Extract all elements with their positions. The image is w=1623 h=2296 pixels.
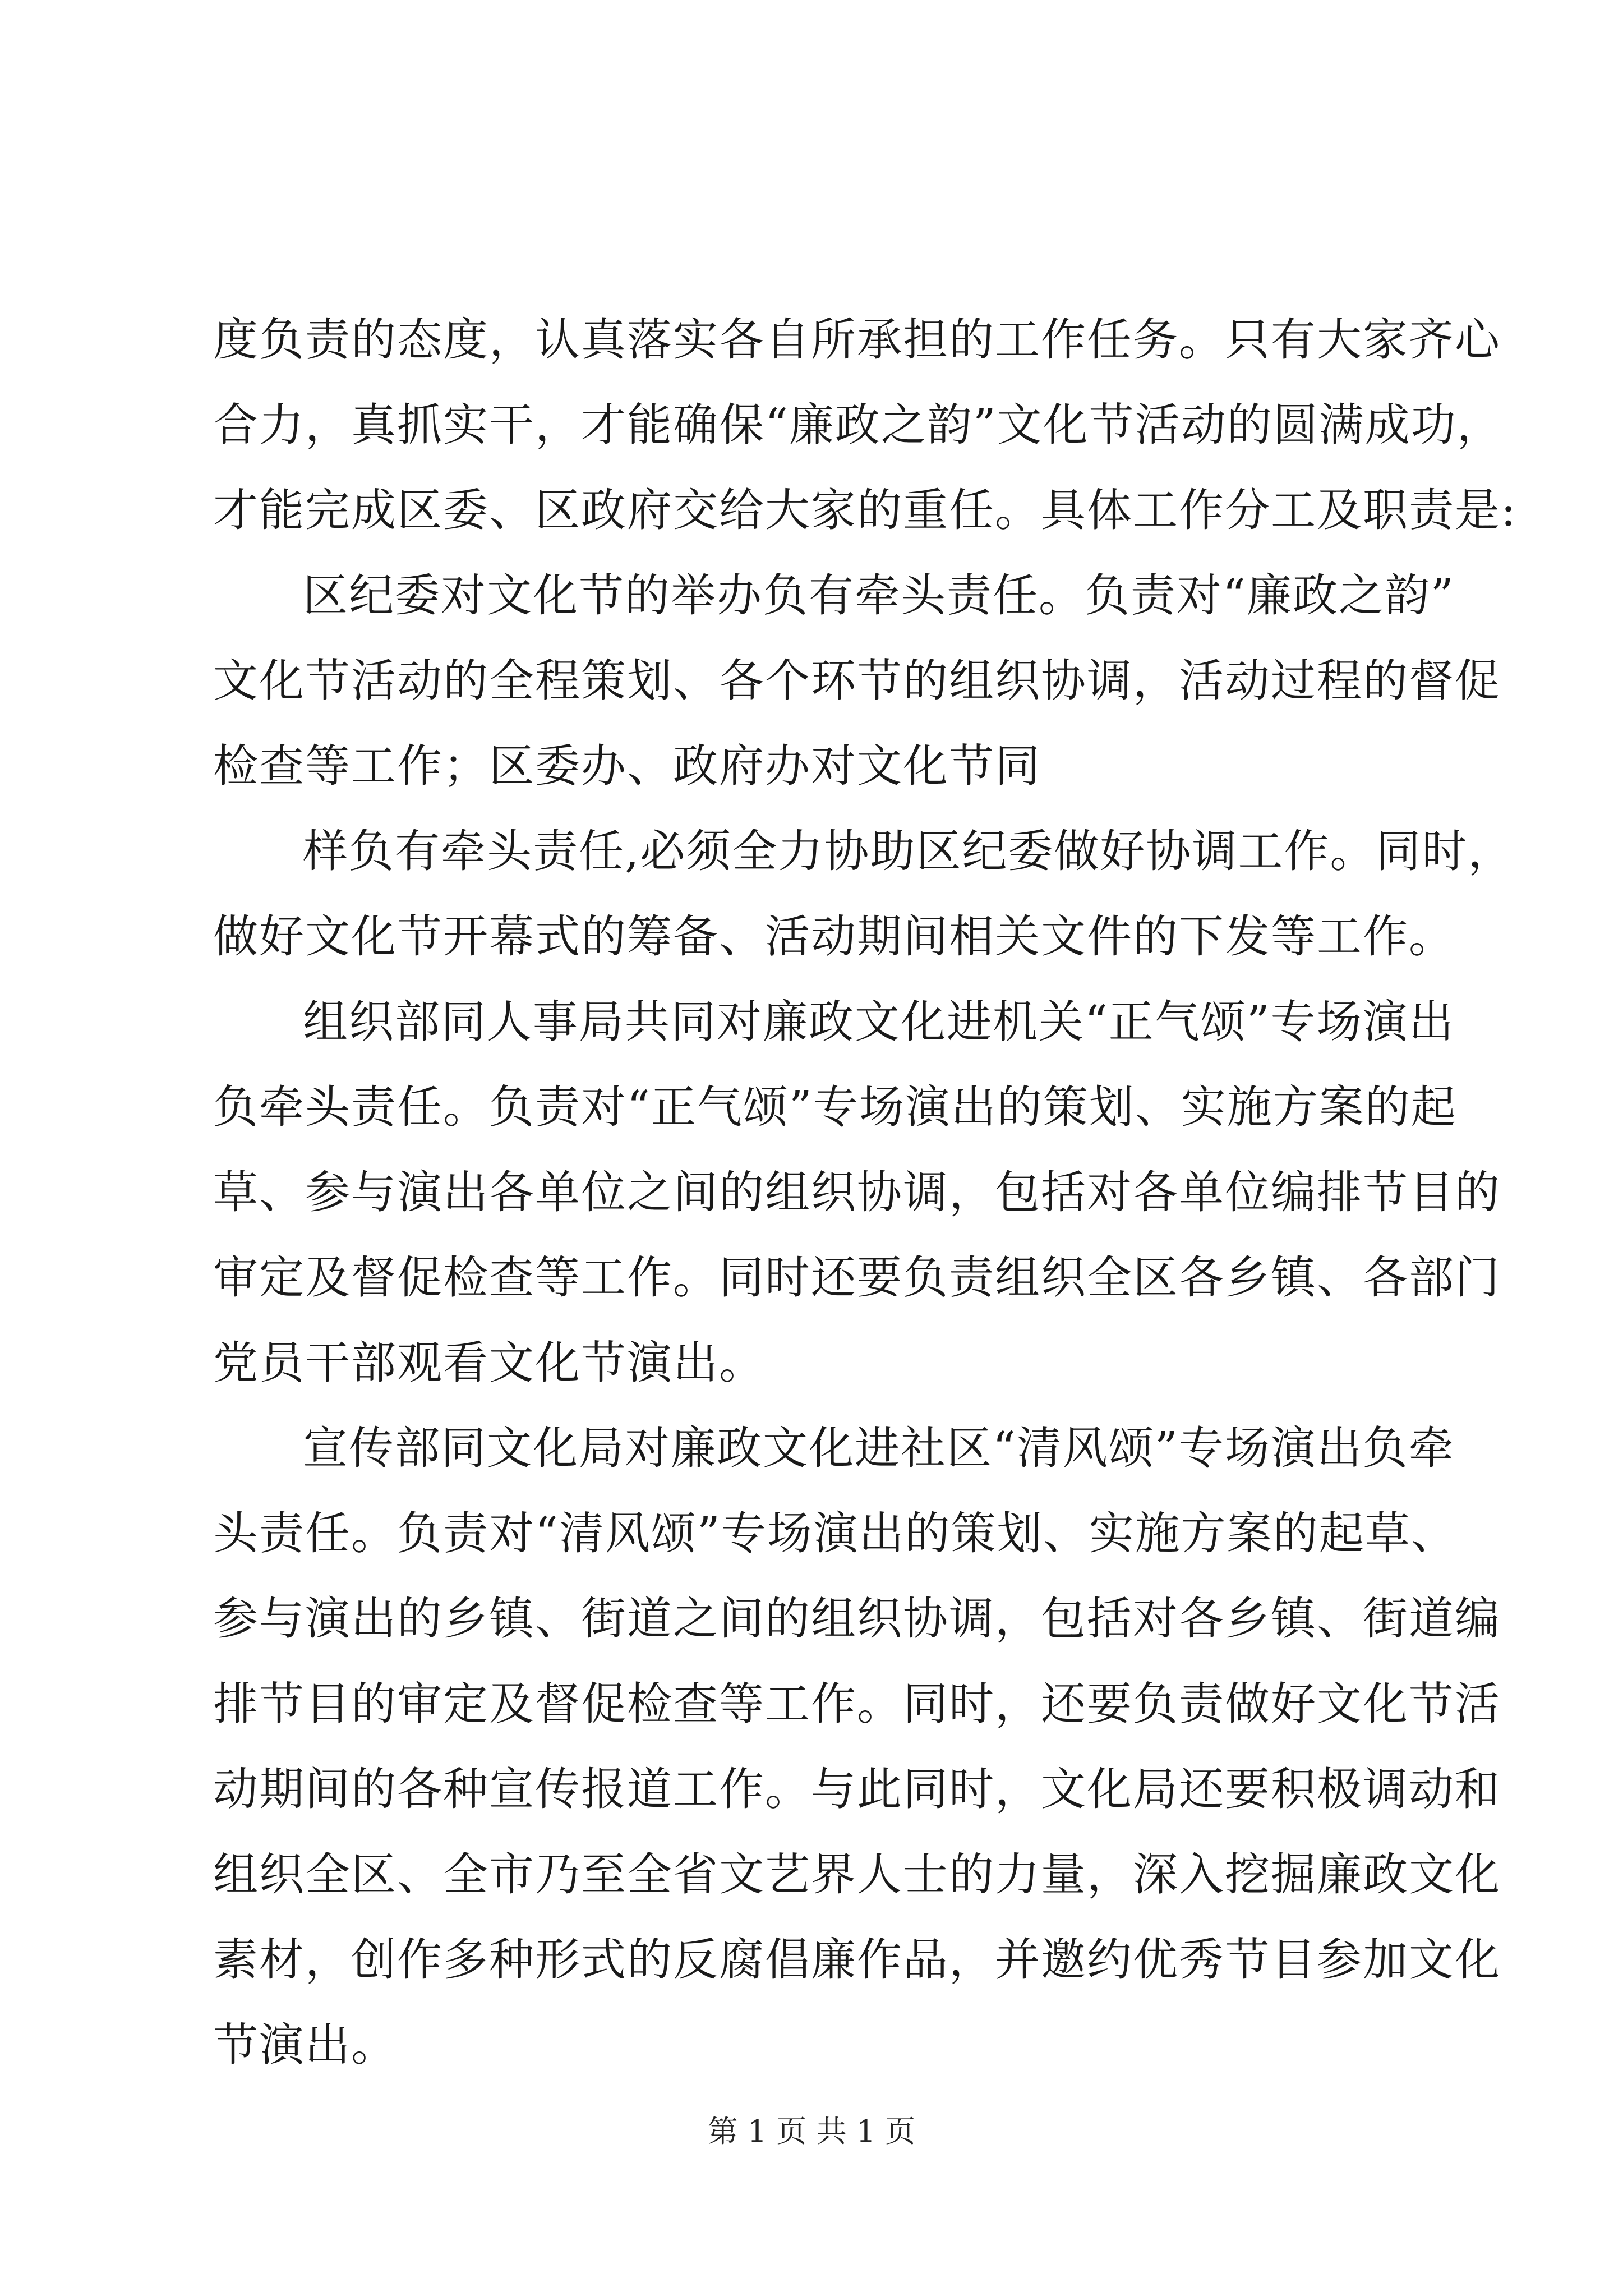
text-line: 素材，创作多种形式的反腐倡廉作品，并邀约优秀节目参加文化 [213, 1934, 1501, 1986]
text-line: 节演出。 [213, 2019, 397, 2071]
text-line: 才能完成区委、区政府交给大家的重任。具体工作分工及职责是: [213, 484, 1517, 536]
text-line: 区纪委对文化节的举办负有牵头责任。负责对“廉政之韵” [303, 569, 1455, 622]
page-footer: 第 1 页 共 1 页 [707, 2114, 916, 2149]
text-line: 检查等工作；区委办、政府办对文化节同 [213, 740, 1041, 792]
text-line: 负牵头责任。负责对“正气颂”专场演出的策划、实施方案的起 [213, 1081, 1457, 1133]
text-line: 度负责的态度，认真落实各自所承担的工作任务。只有大家齐心 [213, 314, 1501, 366]
text-line: 宣传部同文化局对廉政文化进社区“清风颂”专场演出负牵 [303, 1422, 1455, 1474]
text-line: 样负有牵头责任,必须全力协助区纪委做好协调工作。同时， [303, 825, 1514, 877]
text-line: 合力，真抓实干，才能确保“廉政之韵”文化节活动的圆满成功， [213, 399, 1503, 451]
text-line: 审定及督促检查等工作。同时还要负责组织全区各乡镇、各部门 [213, 1251, 1501, 1304]
text-line: 组织部同人事局共同对廉政文化进机关“正气颂”专场演出 [303, 996, 1455, 1048]
text-line: 组织全区、全市乃至全省文艺界人士的力量，深入挖掘廉政文化 [213, 1848, 1501, 1901]
text-line: 文化节活动的全程策划、各个环节的组织协调，活动过程的督促 [213, 655, 1501, 707]
text-line: 参与演出的乡镇、街道之间的组织协调，包括对各乡镇、街道编 [213, 1593, 1501, 1645]
body-text [213, 297, 1517, 2088]
text-line: 做好文化节开幕式的筹备、活动期间相关文件的下发等工作。 [213, 910, 1455, 963]
text-line: 排节目的审定及督促检查等工作。同时，还要负责做好文化节活 [213, 1678, 1501, 1730]
text-line: 头责任。负责对“清风颂”专场演出的策划、实施方案的起草、 [213, 1507, 1457, 1559]
text-line: 草、参与演出各单位之间的组织协调，包括对各单位编排节目的 [213, 1166, 1501, 1218]
text-line: 动期间的各种宣传报道工作。与此同时，文化局还要积极调动和 [213, 1763, 1501, 1815]
text-line: 党员干部观看文化节演出。 [213, 1337, 765, 1389]
